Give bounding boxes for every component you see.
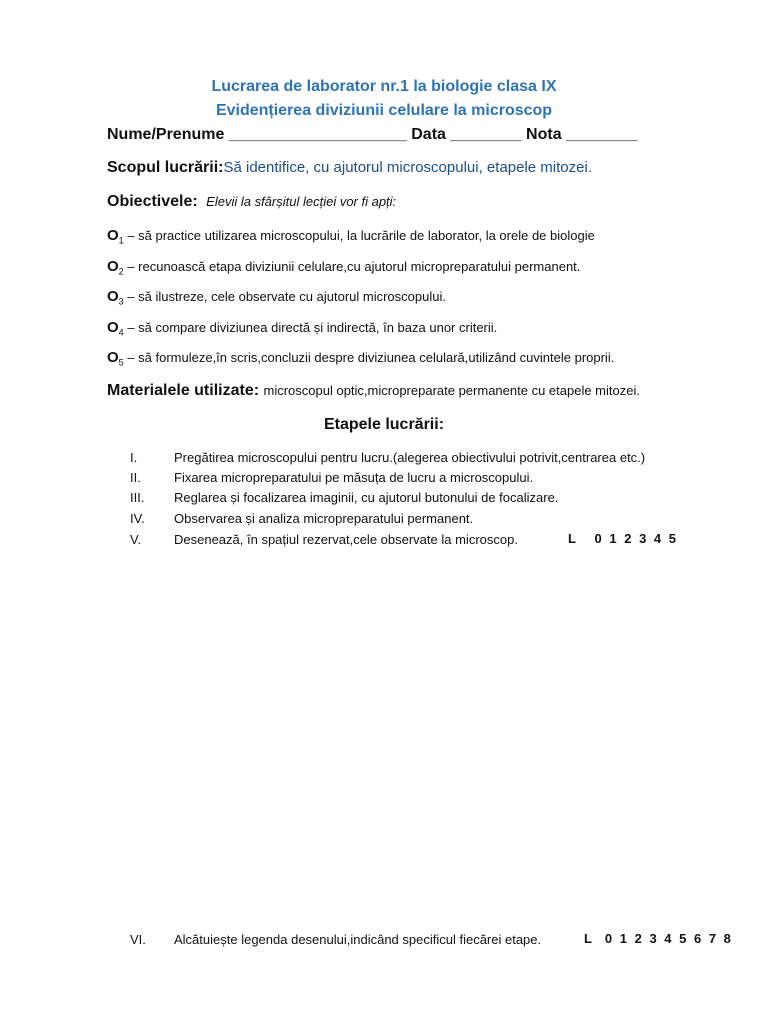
scope-text: Să identifice, cu ajutorul microscopului, etapele mitozei. <box>223 159 592 176</box>
objectives-intro: Elevii la sfârșitul lecției vor fi apți: <box>206 194 397 209</box>
step-number: V. <box>130 532 142 547</box>
name-label: Nume/Prenume <box>107 126 225 143</box>
materials-text: microscopul optic,micropreparate permanente cu etapele mitozei. <box>263 383 640 398</box>
objectives-label: Obiectivele: <box>107 193 198 210</box>
step-number: III. <box>130 490 145 505</box>
objective-text: – să formuleze,în scris,concluzii despre diviziunea celulară,utilizând cuvintele proprii. <box>127 350 615 365</box>
step-text: Desenează, în spațiul rezervat,cele observate la microscop. <box>174 532 518 547</box>
step-text: Observarea și analiza micropreparatului permanent. <box>174 511 474 526</box>
step-text: Reglarea și focalizarea imaginii, cu ajutorul butonului de focalizare. <box>174 490 559 505</box>
objective-item <box>107 349 614 368</box>
date-blank[interactable]: ________ <box>450 126 522 143</box>
objective-letter: O <box>107 349 119 366</box>
objective-item <box>107 258 580 277</box>
objective-number: 3 <box>118 296 124 307</box>
objective-item <box>107 319 497 338</box>
objectives-heading <box>107 193 396 211</box>
materials-line <box>107 382 640 400</box>
step-text: Pregătirea microscopului pentru lucru.(alegerea obiectivului potrivit,centrarea etc.) <box>174 450 646 465</box>
objective-number: 5 <box>118 357 124 368</box>
date-label: Data <box>411 126 446 143</box>
scope-label: Scopul lucrării: <box>107 159 224 176</box>
step-number: IV. <box>130 511 145 526</box>
step-number: II. <box>130 470 141 485</box>
document-title: Lucrarea de laborator nr.1 la biologie clasa IX <box>211 78 557 95</box>
objective-text: – să compare diviziunea directă și indirectă, în baza unor criterii. <box>127 320 498 335</box>
grade-label: Nota <box>526 126 562 143</box>
document-subtitle: Evidențierea diviziunii celulare la microscop <box>215 102 553 119</box>
objective-number: 1 <box>118 235 124 246</box>
objective-number: 4 <box>118 327 124 338</box>
header-fields <box>107 126 637 144</box>
score-scale: L 0 1 2 3 4 5 6 7 8 <box>584 931 733 946</box>
objective-text: – recunoască etapa diviziunii celulare,cu ajutorul micropreparatului permanent. <box>127 259 581 274</box>
score-scale: L 0 1 2 3 4 5 <box>568 531 678 546</box>
step-number: I. <box>130 450 138 465</box>
objective-text: – să ilustreze, cele observate cu ajutorul microscopului. <box>127 289 446 304</box>
step-text: Fixarea micropreparatului pe măsuța de lucru a microscopului. <box>174 470 534 485</box>
scope-line <box>107 159 592 177</box>
objective-item <box>107 227 595 246</box>
objective-letter: O <box>107 288 119 305</box>
objective-letter: O <box>107 258 119 275</box>
drawing-area[interactable] <box>107 560 667 920</box>
step-text: Alcătuiește legenda desenului,indicând specificul fiecărei etape. <box>174 932 542 947</box>
materials-label: Materialele utilizate: <box>107 382 260 399</box>
grade-blank[interactable]: ________ <box>566 126 638 143</box>
objective-text: – să practice utilizarea microscopului, la lucrările de laborator, la orele de biologie <box>127 228 595 243</box>
objective-number: 2 <box>118 266 124 277</box>
objective-item <box>107 288 446 307</box>
steps-title: Etapele lucrării: <box>323 416 445 433</box>
name-blank[interactable]: ____________________ <box>228 126 407 143</box>
objective-letter: O <box>107 319 119 336</box>
step-number: VI. <box>130 932 146 947</box>
objective-letter: O <box>107 227 119 244</box>
